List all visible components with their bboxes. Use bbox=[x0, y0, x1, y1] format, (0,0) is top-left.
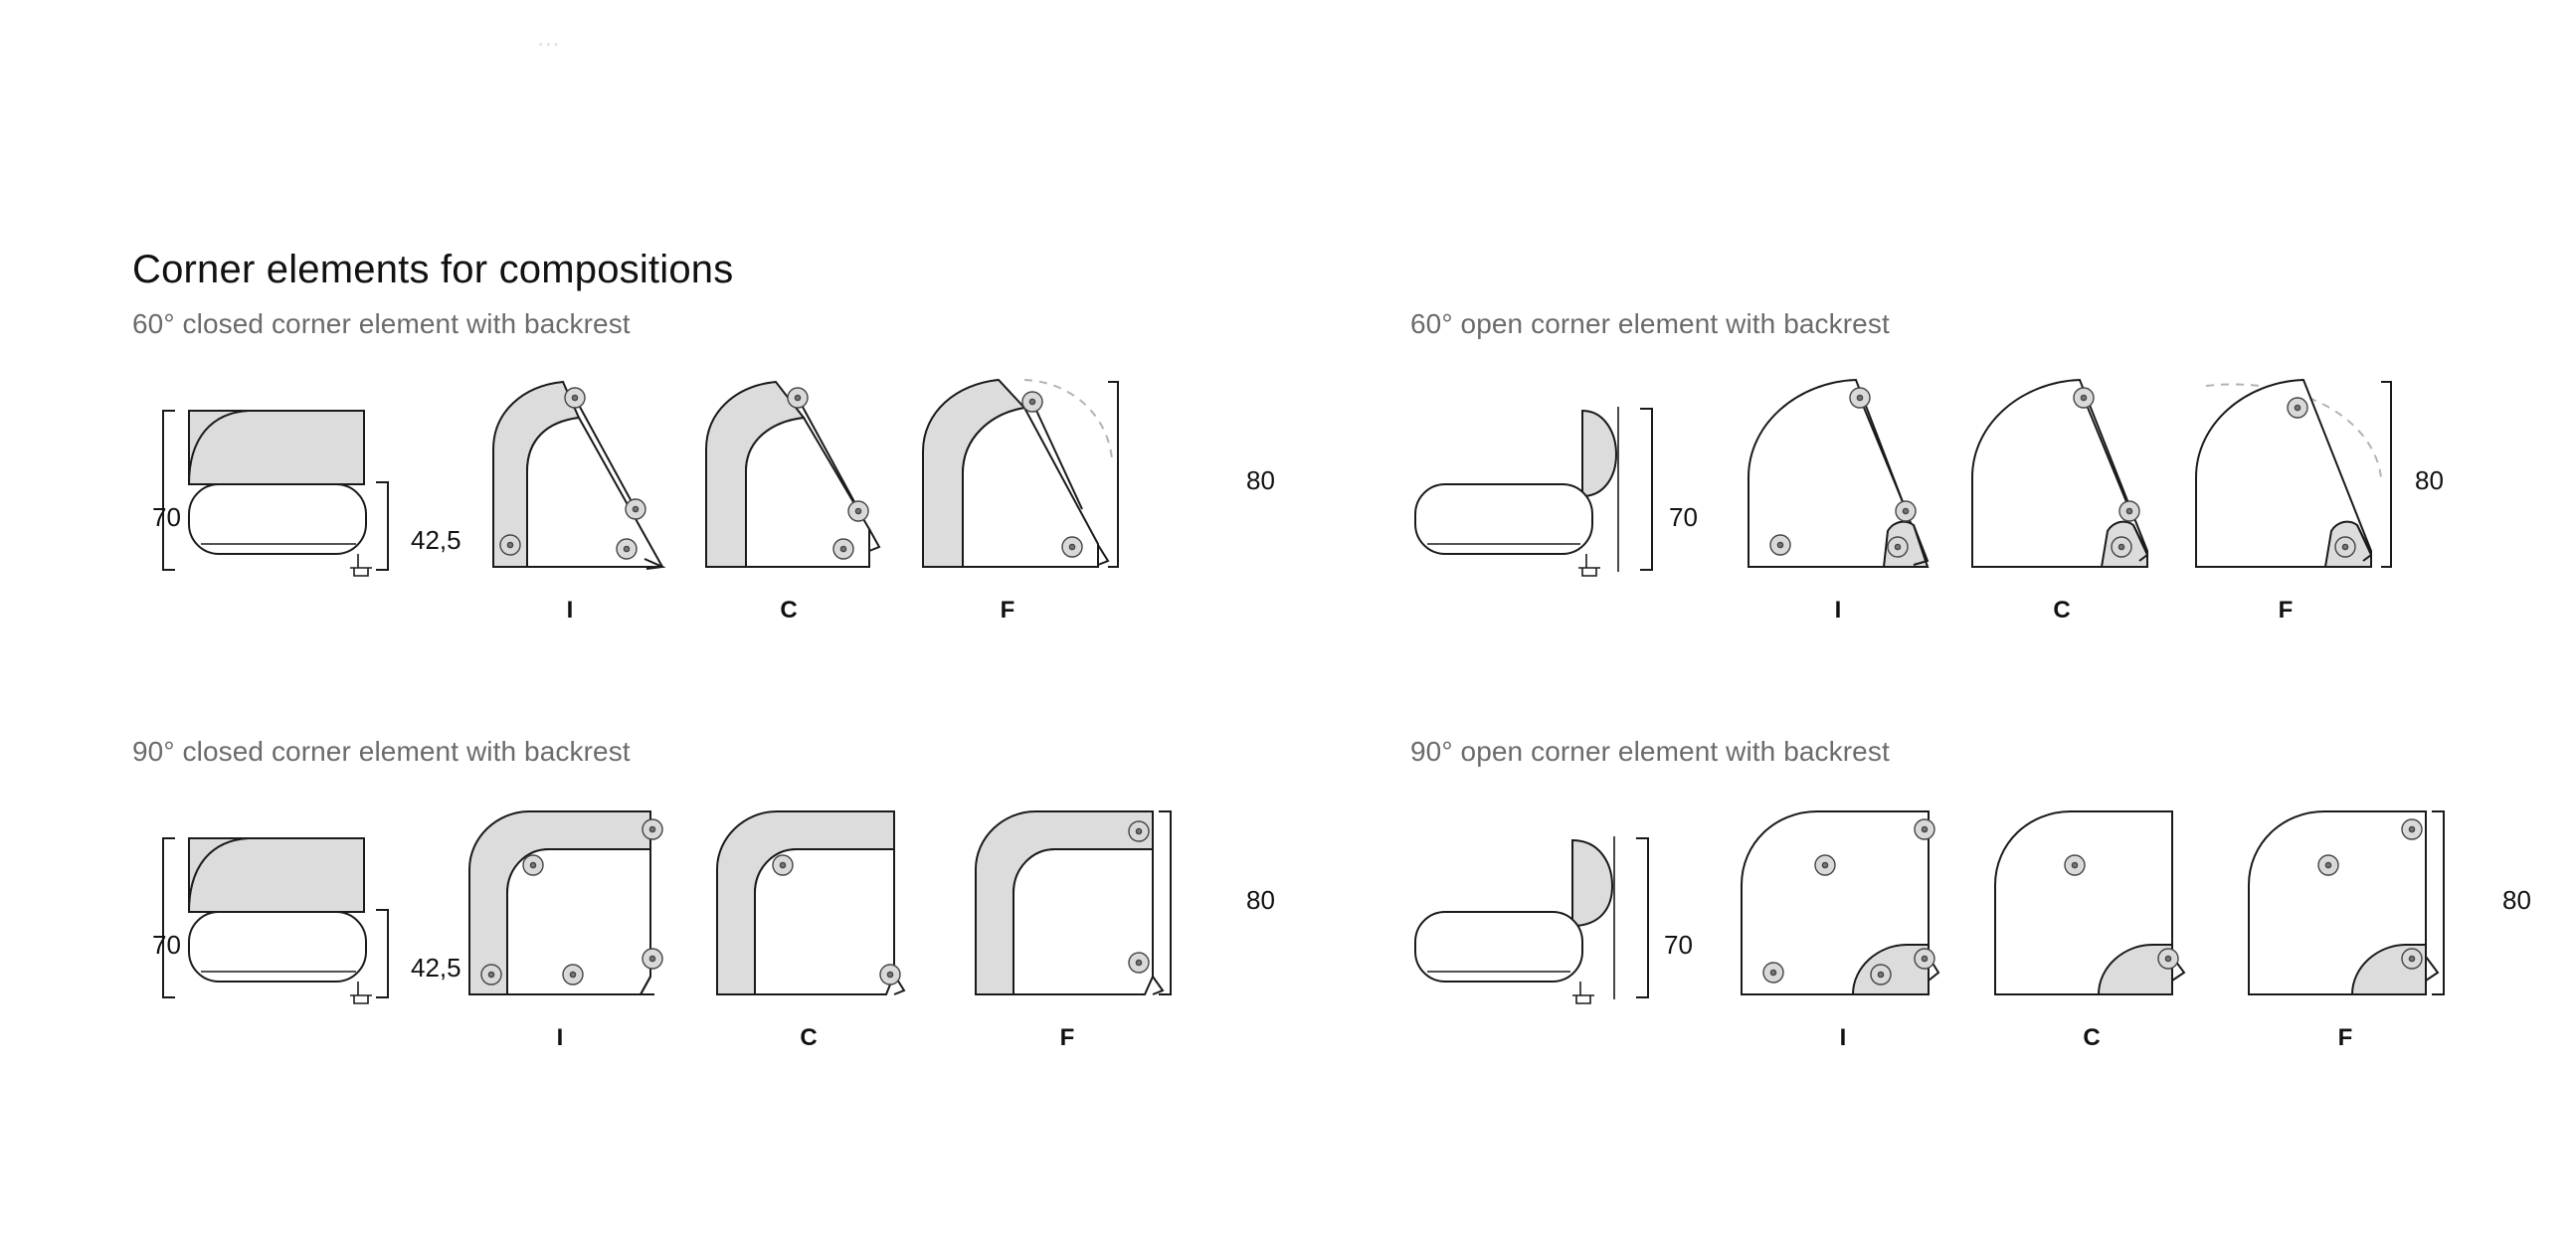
plan-closed-90-C bbox=[709, 807, 908, 1006]
section-open-60 bbox=[1410, 308, 2564, 624]
figure-label-I: I bbox=[566, 597, 574, 624]
figure-label-F: F bbox=[2337, 1024, 2353, 1051]
dim-depth-80: 80 bbox=[1246, 465, 1275, 495]
figure-label-I: I bbox=[1839, 1024, 1847, 1051]
plan-open-60-I bbox=[1739, 380, 1937, 579]
page-title: Corner elements for compositions bbox=[132, 247, 734, 291]
section-title: 90° open corner element with backrest bbox=[1410, 736, 1890, 767]
figure-label-F: F bbox=[1059, 1024, 1075, 1051]
plan-open-90-I bbox=[1734, 807, 1952, 1006]
section-open-90 bbox=[1410, 736, 2564, 1051]
figure-label-F: F bbox=[2278, 597, 2294, 624]
dim-depth-80: 80 bbox=[1246, 885, 1275, 915]
section-title: 60° closed corner element with backrest bbox=[132, 308, 631, 339]
faded-header-text: ... bbox=[537, 22, 561, 52]
plan-closed-60-C bbox=[694, 380, 883, 579]
figure-label-F: F bbox=[1000, 597, 1015, 624]
section-title: 90° closed corner element with backrest bbox=[132, 736, 631, 767]
section-closed-60 bbox=[132, 308, 1306, 624]
dim-height-70: 70 bbox=[1669, 502, 1698, 532]
dim-seat-height: 42,5 bbox=[411, 953, 461, 983]
figure-label-C: C bbox=[2083, 1024, 2101, 1051]
plan-closed-60-F bbox=[913, 380, 1142, 579]
section-title: 60° open corner element with backrest bbox=[1410, 308, 1890, 339]
dim-depth-80: 80 bbox=[2415, 465, 2444, 495]
plan-closed-90-I bbox=[456, 807, 664, 1006]
plan-open-90-C bbox=[1987, 807, 2196, 1006]
plan-closed-90-F bbox=[968, 807, 1196, 1006]
plan-open-60-F bbox=[2186, 380, 2425, 579]
figure-label-C: C bbox=[780, 597, 798, 624]
plan-closed-60-I bbox=[475, 380, 664, 579]
dim-seat-height: 42,5 bbox=[411, 525, 461, 555]
dim-height-70: 70 bbox=[152, 502, 181, 532]
figure-label-I: I bbox=[556, 1024, 564, 1051]
dim-height-70: 70 bbox=[1664, 930, 1693, 960]
dim-height-70: 70 bbox=[152, 930, 181, 960]
plan-open-90-F bbox=[2241, 807, 2470, 1006]
figure-label-I: I bbox=[1834, 597, 1842, 624]
figure-label-C: C bbox=[2053, 597, 2071, 624]
figure-label-C: C bbox=[800, 1024, 818, 1051]
section-closed-90 bbox=[132, 736, 1306, 1051]
dim-depth-80: 80 bbox=[2502, 885, 2531, 915]
plan-open-60-C bbox=[1962, 380, 2161, 579]
